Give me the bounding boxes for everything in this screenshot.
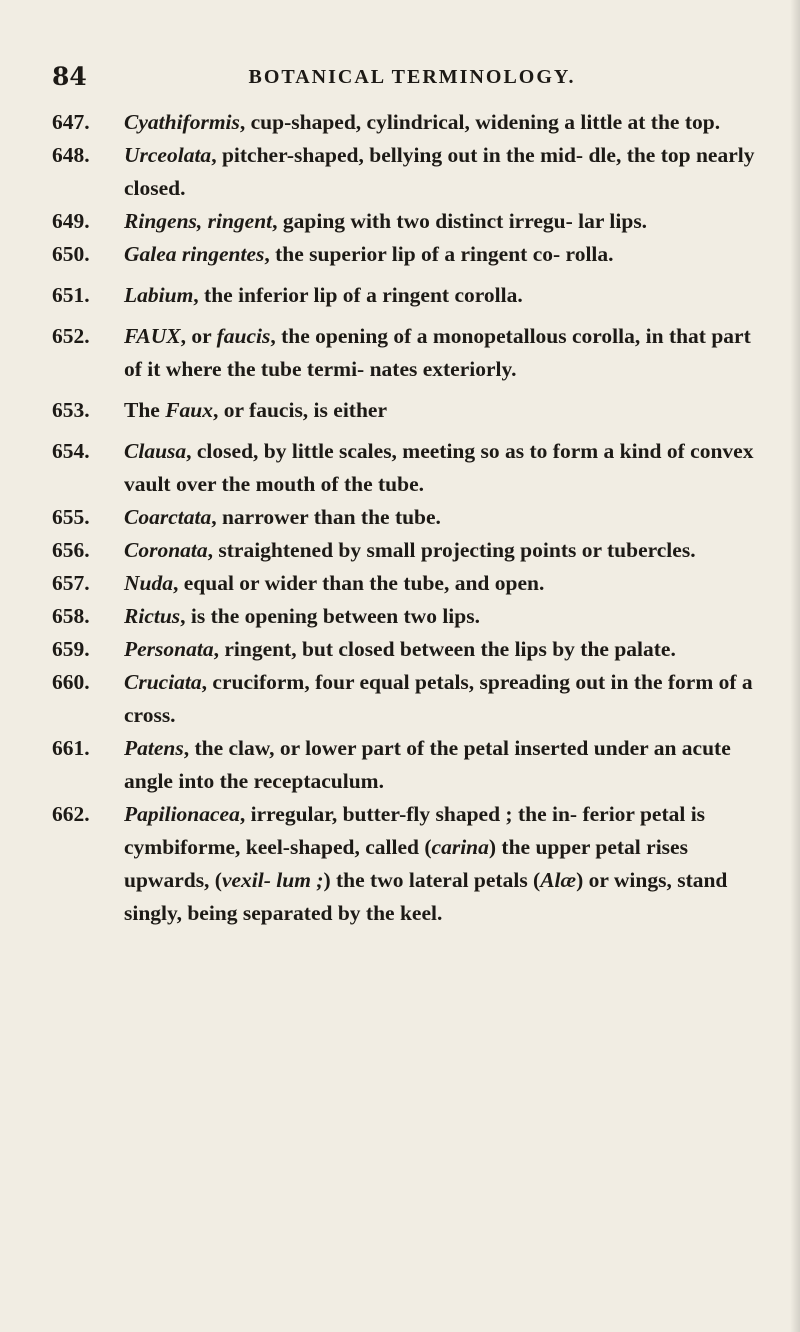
entry-definition: , the inferior lip of a ringent corolla. [193,283,523,307]
entry-definition: , cup-shaped, cylindrical, widening a little at the top. [239,110,721,134]
entry-number: 651. [52,283,90,307]
entry-definition-cont: ) the upper petal rises upwards, ( [124,835,688,892]
entry-655 [52,501,768,534]
entry-652 [52,320,768,386]
entry-term: Rictus [124,604,181,628]
entry-term: Nuda [124,571,173,595]
entry-650 [52,238,768,271]
entry-term: FAUX [124,324,181,348]
entry-658 [52,600,768,633]
glossary-entries [52,106,768,930]
entry-term: Galea ringentes [124,242,265,266]
entry-number: 661. [52,736,90,760]
entry-term: Ringens, ringent [124,209,273,233]
entry-number: 654. [52,439,90,463]
entry-number: 649. [52,209,90,233]
entry-number: 655. [52,505,90,529]
entry-definition: , or faucis, is either [213,398,387,422]
entry-term: Cruciata [124,670,202,694]
entry-654 [52,435,768,501]
entry-definition: , straightened by small projecting points or tubercles. [207,538,696,562]
entry-term: Faux [165,398,214,422]
entry-term-vexillum: vexil- lum ; [221,868,324,892]
entry-definition: , the superior lip of a ringent co- rolla. [264,242,614,266]
entry-definition: , ringent, but closed between the lips by the palate. [213,637,676,661]
entry-definition-cont: ) the two lateral petals ( [323,868,541,892]
entry-number: 662. [52,802,90,826]
entry-term: Papilionacea [124,802,240,826]
page-number: 84 [52,62,87,91]
entry-number: 656. [52,538,90,562]
entry-657 [52,567,768,600]
entry-number: 648. [52,143,90,167]
entry-definition-cont: ) or wings, stand singly, being separated by the keel. [124,868,728,925]
entry-number: 653. [52,398,90,422]
entry-661 [52,732,768,798]
entry-number: 657. [52,571,90,595]
page-header [52,62,772,92]
entry-649 [52,205,768,238]
entry-definition: , pitcher-shaped, bellying out in the mid- dle, the top nearly closed. [124,143,755,200]
entry-648 [52,139,768,205]
entry-term: Labium [124,283,194,307]
entry-656 [52,534,768,567]
entry-definition: , irregular, butter-fly shaped ; the in- ferior petal is cymbiforme, keel-shaped, called ( [124,802,706,859]
entry-term: Personata [124,637,214,661]
entry-662 [52,798,768,930]
entry-term: Clausa [124,439,187,463]
entry-term: Cyathiformis [124,110,240,134]
running-head: BOTANICAL TERMINOLOGY. [248,66,576,88]
entry-definition: , narrower than the tube. [211,505,441,529]
entry-definition: , cruciform, four equal petals, spreading out in the form of a cross. [124,670,753,727]
entry-term-carina: carina [431,835,489,859]
entry-653 [52,394,768,427]
entry-connector: , or [180,324,217,348]
entry-647 [52,106,768,139]
entry-definition: , gaping with two distinct irregu- lar lips. [272,209,648,233]
page-edge-shadow [790,0,800,1332]
entry-term: Coronata [124,538,208,562]
entry-term: Urceolata [124,143,212,167]
entry-number: 647. [52,110,90,134]
entry-660 [52,666,768,732]
entry-prefix: The [124,398,166,422]
entry-number: 660. [52,670,90,694]
entry-651 [52,279,768,312]
entry-number: 658. [52,604,90,628]
entry-definition: , equal or wider than the tube, and open. [172,571,545,595]
entry-definition: , the opening of a monopetallous corolla, in that part of it where the tube termi- nates exteriorly. [124,324,751,381]
entry-definition: , closed, by little scales, meeting so as to form a kind of convex vault over the mouth of the tube. [124,439,754,496]
entry-number: 659. [52,637,90,661]
entry-definition: , is the opening between two lips. [180,604,480,628]
entry-term-alae: Alæ [540,868,577,892]
entry-number: 652. [52,324,90,348]
entry-definition: , the claw, or lower part of the petal inserted under an acute angle into the receptaculum. [124,736,731,793]
entry-term: Coarctata [124,505,212,529]
entry-term: Patens [124,736,184,760]
entry-659 [52,633,768,666]
entry-number: 650. [52,242,90,266]
entry-term-alt: faucis [216,324,271,348]
